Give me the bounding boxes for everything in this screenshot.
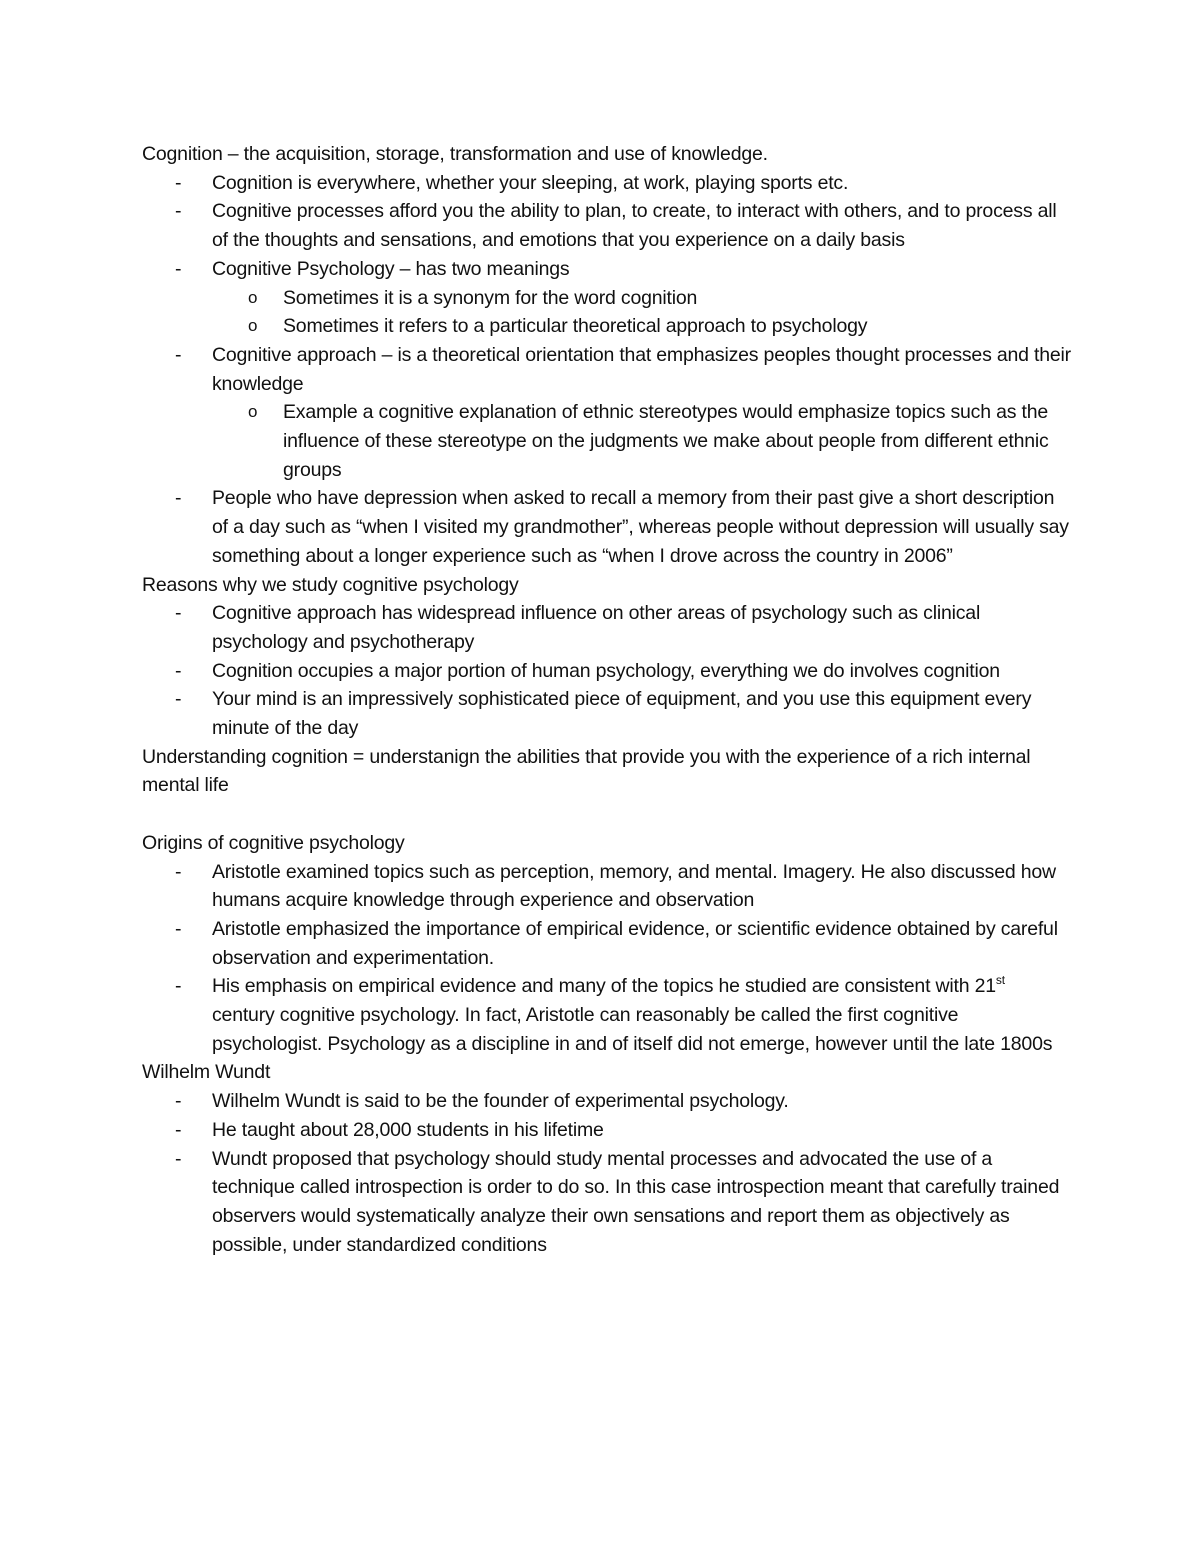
dash-marker: - xyxy=(175,487,182,510)
superscript-ordinal: st xyxy=(995,973,1005,988)
dash-marker: - xyxy=(175,917,182,940)
list-item-text: He taught about 28,000 students in his lifetime xyxy=(212,1118,604,1141)
list-item-text: Your mind is an impressively sophisticated piece of equipment, and you use this equipment every minute of the day xyxy=(212,688,1032,740)
dash-marker: - xyxy=(175,257,182,280)
section-heading-reasons: Reasons why we study cognitive psychology xyxy=(142,573,519,596)
list-item xyxy=(142,858,1072,915)
dash-marker: - xyxy=(175,602,182,625)
list-item-text: Wilhelm Wundt is said to be the founder of experimental psychology. xyxy=(212,1090,789,1113)
list-item xyxy=(142,255,1072,284)
list-item-text-part: century cognitive psychology. In fact, Aristotle can reasonably be called the first cognitive psychologist. Psychology as a discipline in and of itself did not emerge, however until the late 1800s xyxy=(212,1004,1053,1055)
list-item-text: Cognitive Psychology – has two meanings xyxy=(212,257,570,280)
list-item-text: People who have depression when asked to recall a memory from their past give a short description of a day such as “when I visited my grandmother”, whereas people without depression will usually say something about a longer experience such as “when I drove across the country in 2006” xyxy=(212,487,1069,567)
circle-bullet-marker: o xyxy=(248,402,258,422)
circle-bullet-marker: o xyxy=(248,316,258,336)
document-page xyxy=(142,140,1072,1259)
dash-marker: - xyxy=(175,200,182,223)
list-item xyxy=(142,657,1072,686)
list-item-text: Aristotle emphasized the importance of empirical evidence, or scientific evidence obtained by careful observation and experimentation. xyxy=(212,917,1058,969)
sub-list-item xyxy=(142,312,1072,341)
list-item xyxy=(142,972,1072,1058)
list-item-text: Cognitive approach – is a theoretical orientation that emphasizes peoples thought processes and their knowledge xyxy=(212,343,1071,395)
dash-marker: - xyxy=(175,860,182,883)
list-item-text: Cognition occupies a major portion of human psychology, everything we do involves cognition xyxy=(212,659,1000,682)
list-item-text: Cognitive approach has widespread influence on other areas of psychology such as clinical psychology and psychotherapy xyxy=(212,602,981,653)
section-heading-wundt: Wilhelm Wundt xyxy=(142,1061,271,1084)
list-item xyxy=(142,685,1072,742)
section-heading-origins: Origins of cognitive psychology xyxy=(142,831,405,854)
dash-marker: - xyxy=(175,343,182,366)
dash-marker: - xyxy=(175,975,182,998)
dash-marker: - xyxy=(175,659,182,682)
section-heading-cognition: Cognition – the acquisition, storage, transformation and use of knowledge. xyxy=(142,143,768,165)
dash-marker: - xyxy=(175,171,182,194)
list-item-text: Aristotle examined topics such as perception, memory, and mental. Imagery. He also discussed how humans acquire knowledge through experience and observation xyxy=(212,860,1056,912)
summary-paragraph: Understanding cognition = understanign the abilities that provide you with the experience of a rich internal mental life xyxy=(142,745,1031,797)
sub-list-item-text: Sometimes it is a synonym for the word cognition xyxy=(283,286,698,309)
list-item xyxy=(142,599,1072,656)
list-item-text: Cognitive processes afford you the ability to plan, to create, to interact with others, and to process all of the thoughts and sensations, and emotions that you experience on a daily basis xyxy=(212,200,1057,252)
dash-marker: - xyxy=(175,688,182,711)
list-item xyxy=(142,341,1072,398)
sub-list-item xyxy=(142,284,1072,313)
list-item-text: Cognition is everywhere, whether your sleeping, at work, playing sports etc. xyxy=(212,171,849,194)
list-item xyxy=(142,915,1072,972)
sub-list-item-text: Sometimes it refers to a particular theoretical approach to psychology xyxy=(283,315,868,338)
list-item xyxy=(142,169,1072,198)
list-item xyxy=(142,1116,1072,1145)
list-item xyxy=(142,1145,1072,1260)
list-item-text: Wundt proposed that psychology should study mental processes and advocated the use of a technique called introspection is order to do so. In this case introspection meant that carefully trained observers would systematically analyze their own sensations and report them as objectively as possible, under standardized conditions xyxy=(212,1147,1060,1256)
dash-marker: - xyxy=(175,1090,182,1113)
blank-line xyxy=(142,800,1072,829)
dash-marker: - xyxy=(175,1147,182,1170)
sub-list-item-text: Example a cognitive explanation of ethnic stereotypes would emphasize topics such as the influence of these stereotype on the judgments we make about people from different ethnic groups xyxy=(283,401,1049,481)
list-item xyxy=(142,1087,1072,1116)
list-item xyxy=(142,197,1072,254)
list-item-text xyxy=(212,975,1052,1054)
list-item-text-part: His emphasis on empirical evidence and many of the topics he studied are consistent with 21 xyxy=(212,975,996,998)
dash-marker: - xyxy=(175,1118,182,1141)
circle-bullet-marker: o xyxy=(248,287,258,307)
sub-list-item xyxy=(142,398,1072,484)
list-item xyxy=(142,484,1072,570)
